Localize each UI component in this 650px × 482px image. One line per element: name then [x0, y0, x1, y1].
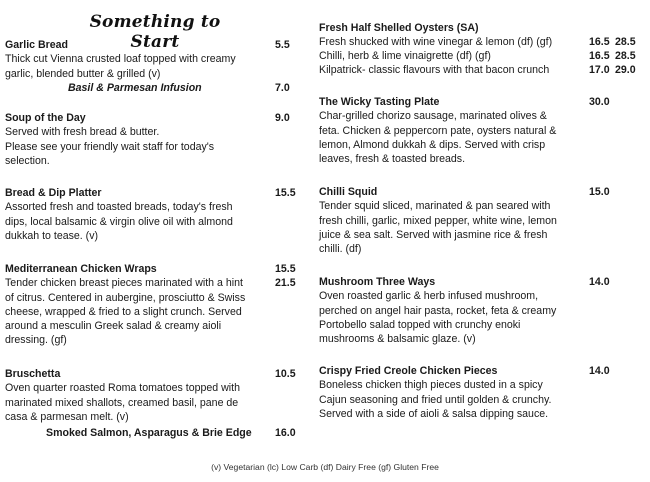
- section-title: Something to Start: [89, 12, 221, 52]
- item-price: 15.0: [589, 186, 610, 198]
- item-desc-line: Thick cut Vienna crusted loaf topped with creamy: [5, 53, 236, 66]
- item-desc-line: casa & parmesan melt. (v): [5, 410, 129, 423]
- oyster-option-label: Kilpatrick- classic flavours with that bacon crunch: [319, 64, 550, 76]
- item-desc-line: around a mesculin Greek salad & creamy aioli: [5, 320, 222, 333]
- item-name: Bread & Dip Platter: [5, 187, 102, 199]
- item-desc-line: Cajun seasoning and fried until golden & crunchy.: [319, 393, 552, 406]
- item-desc-line: perched on angel hair pasta, rocket, feta & creamy: [319, 304, 557, 317]
- oyster-half-price: 16.5: [589, 36, 610, 48]
- item-desc-line: fresh chilli, garlic, mixed pepper, white wine, lemon: [319, 214, 557, 227]
- item-name: Fresh Half Shelled Oysters (SA): [319, 22, 479, 34]
- item-desc-line: Tender chicken breast pieces marinated with a hint: [5, 277, 243, 290]
- item-name: The Wicky Tasting Plate: [319, 96, 440, 108]
- item-desc-line: Assorted fresh and toasted breads, today's fresh: [5, 201, 233, 214]
- item-desc-line: Tender squid sliced, marinated & pan seared with: [319, 200, 551, 213]
- item-price: 5.5: [275, 39, 290, 51]
- item-name: Chilli Squid: [319, 186, 378, 198]
- item-desc-line: cheese, wrapped & fried to a slight crunch. Served: [5, 305, 242, 318]
- oyster-option-label: Chilli, herb & lime vinaigrette (df) (gf): [319, 50, 491, 62]
- menu-item-bread-dip-platter: [5, 186, 233, 243]
- item-desc-line: chilli. (df): [319, 243, 362, 256]
- item-option-label: Basil & Parmesan Infusion: [68, 82, 202, 94]
- item-option-label: Smoked Salmon, Asparagus & Brie Edge: [46, 427, 252, 439]
- menu-item-soup-of-the-day: [5, 111, 214, 168]
- item-desc-line: Oven roasted garlic & herb infused mushroom,: [319, 290, 539, 303]
- oyster-dozen-price: 28.5: [615, 36, 636, 48]
- item-desc-line: Portobello salad topped with crunchy enoki: [319, 318, 521, 331]
- item-price: 9.0: [275, 112, 290, 124]
- oyster-dozen-price: 29.0: [615, 64, 636, 76]
- menu-item-chilli-squid: [319, 185, 557, 256]
- item-desc-line: Served with fresh bread & butter.: [5, 126, 160, 139]
- item-price-small: 15.5: [275, 263, 296, 275]
- menu-item-wicky-tasting-plate: [319, 95, 556, 166]
- oyster-option-label: Fresh shucked with wine vinegar & lemon (df) (gf): [319, 36, 553, 48]
- dietary-legend: (v) Vegetarian (lc) Low Carb (df) Dairy Free (gf) Gluten Free: [211, 462, 439, 472]
- item-price: 10.5: [275, 368, 296, 380]
- item-name: Crispy Fried Creole Chicken Pieces: [319, 365, 498, 377]
- item-desc-line: leaves, fresh & toasted breads.: [319, 153, 466, 166]
- item-desc-line: of citrus. Centered in aubergine, prosciutto & Swiss: [5, 291, 246, 304]
- item-name: Garlic Bread: [5, 39, 69, 51]
- item-desc-line: lemon, Almond dukkah & dips. Served with crisp: [319, 138, 546, 151]
- menu-item-oysters: [319, 21, 479, 35]
- item-option-price: 7.0: [275, 82, 290, 94]
- item-desc-line: selection.: [5, 154, 50, 167]
- item-price: 15.5: [275, 187, 296, 199]
- item-option-price: 16.0: [275, 427, 296, 439]
- item-desc-line: feta. Chicken & peppercorn pate, oysters natural &: [319, 124, 557, 137]
- item-desc-line: juice & sea salt. Served with jasmine rice & fresh: [319, 228, 548, 241]
- menu-item-mediterranean-chicken-wraps: [5, 262, 245, 348]
- menu-item-bruschetta: [5, 367, 240, 424]
- item-desc-line: dukkah to tease. (v): [5, 229, 99, 242]
- menu-item-mushroom-three-ways: [319, 275, 556, 346]
- oyster-option-row: [319, 35, 552, 49]
- item-desc-line: Oven quarter roasted Roma tomatoes topped with: [5, 382, 240, 395]
- menu-item-creole-chicken-pieces: [319, 364, 551, 421]
- menu-item-garlic-bread: [5, 38, 236, 81]
- item-name: Soup of the Day: [5, 112, 86, 124]
- item-name: Mediterranean Chicken Wraps: [5, 263, 157, 275]
- item-name: Mushroom Three Ways: [319, 276, 436, 288]
- item-desc-line: Char-grilled chorizo sausage, marinated olives &: [319, 110, 547, 123]
- item-desc-line: garlic, blended butter & grilled (v): [5, 67, 161, 80]
- oyster-half-price: 16.5: [589, 50, 610, 62]
- oyster-option-row: [319, 49, 491, 63]
- item-price: 14.0: [589, 276, 610, 288]
- item-desc-line: Served with a side of aioli & salsa dipping sauce.: [319, 407, 549, 420]
- oyster-dozen-price: 28.5: [615, 50, 636, 62]
- item-name: Bruschetta: [5, 368, 61, 380]
- item-desc-line: mushrooms & balsamic glaze. (v): [319, 333, 476, 346]
- item-price: 14.0: [589, 365, 610, 377]
- item-price: 30.0: [589, 96, 610, 108]
- oyster-half-price: 17.0: [589, 64, 610, 76]
- item-desc-line: Boneless chicken thigh pieces dusted in a spicy: [319, 379, 543, 392]
- oyster-option-row: [319, 63, 549, 77]
- item-desc-line: Please see your friendly wait staff for today's: [5, 140, 215, 153]
- item-desc-line: dips, local balsamic & virgin olive oil with almond: [5, 215, 233, 228]
- item-desc-line: dressing. (gf): [5, 334, 67, 347]
- item-price-large: 21.5: [275, 277, 296, 289]
- item-desc-line: marinated mixed shallots, creamed basil, pane de: [5, 396, 239, 409]
